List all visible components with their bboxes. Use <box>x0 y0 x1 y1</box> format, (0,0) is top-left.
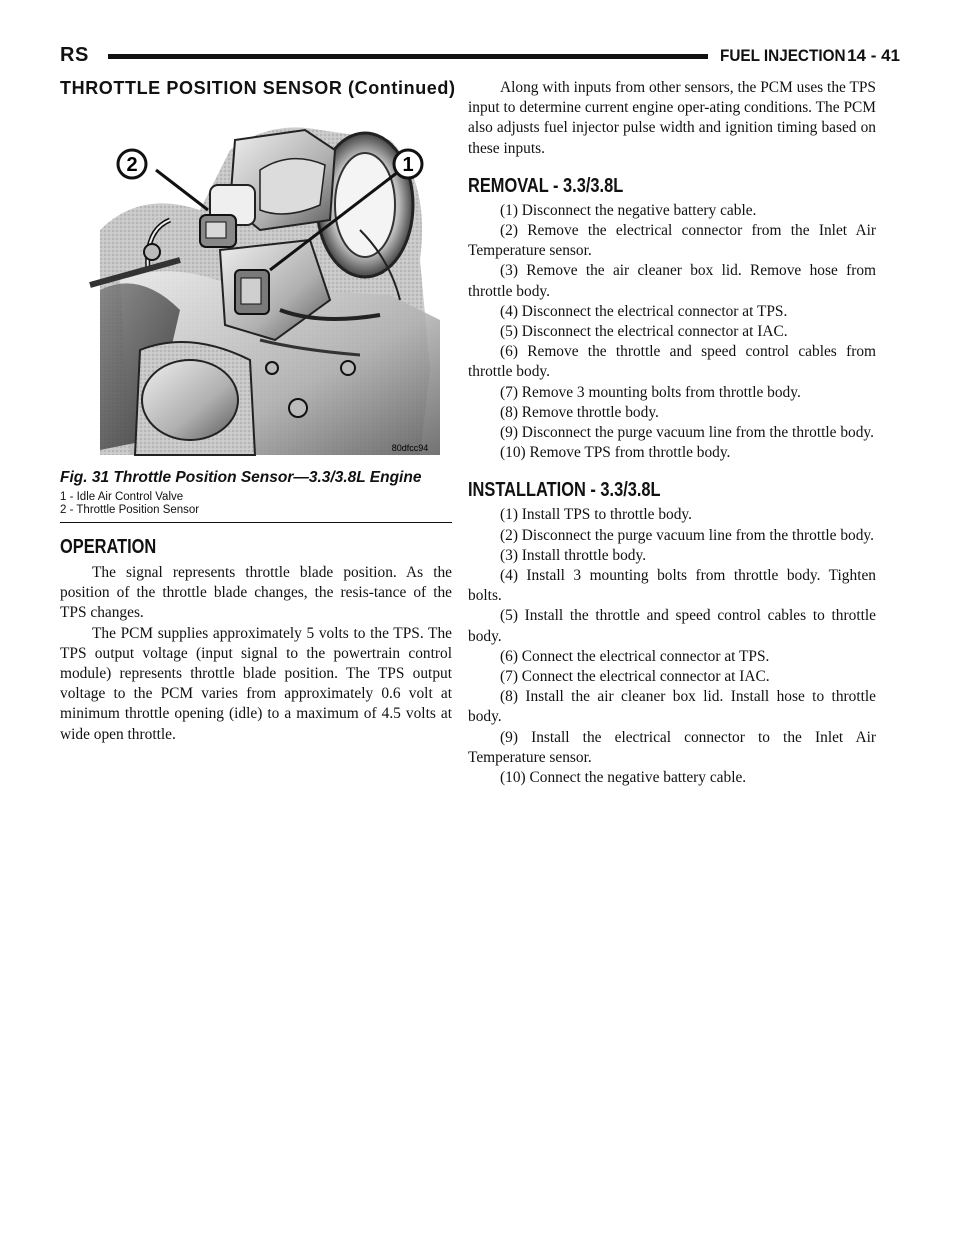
removal-steps <box>468 201 876 464</box>
left-column <box>60 110 452 745</box>
operation-heading: OPERATION <box>60 536 157 558</box>
removal-step: (6) Remove the throttle and speed control cables from throttle body. <box>468 343 876 381</box>
section-title: FUEL INJECTION <box>720 46 846 65</box>
installation-steps <box>468 505 876 788</box>
figure-caption: Fig. 31 Throttle Position Sensor—3.3/3.8L Engine <box>60 469 422 486</box>
installation-step: (6) Connect the electrical connector at TPS. <box>500 647 770 665</box>
running-title: THROTTLE POSITION SENSOR (Continued) <box>60 78 456 98</box>
figure-rule <box>60 522 452 523</box>
installation-step: (2) Disconnect the purge vacuum line from the throttle body. <box>500 526 874 544</box>
operation-paragraph: The PCM supplies approximately 5 volts to the TPS. The TPS output voltage (input signal to the powertrain control module) represents throttle blade position. The TPS output voltage to the PCM varies from approximately 0.6 volt at minimum throttle opening (idle) to a maximum of 4.5 volts at wide open throttle. <box>60 624 452 743</box>
removal-step: (3) Remove the air cleaner box lid. Remove hose from throttle body. <box>468 262 876 300</box>
figure-image-id: 80dfcc94 <box>391 443 429 453</box>
legend-item: 2 - Throttle Position Sensor <box>60 504 200 516</box>
installation-heading: INSTALLATION - 3.3/3.8L <box>468 479 661 502</box>
header-rule <box>108 54 708 59</box>
removal-step: (7) Remove 3 mounting bolts from throttle body. <box>500 383 801 401</box>
right-column <box>468 78 876 788</box>
installation-step: (4) Install 3 mounting bolts from throttle body. Tighten bolts. <box>468 567 876 605</box>
removal-step: (2) Remove the electrical connector from the Inlet Air Temperature sensor. <box>468 222 876 260</box>
removal-step: (1) Disconnect the negative battery cable. <box>500 201 757 219</box>
legend-item: 1 - Idle Air Control Valve <box>60 491 184 503</box>
removal-heading: REMOVAL - 3.3/3.8L <box>468 174 624 197</box>
engine-illustration <box>60 110 452 465</box>
intro-paragraph: Along with inputs from other sensors, the PCM uses the TPS input to determine current engine oper-ating conditions. The PCM also adjusts fuel injector pulse width and ignition timing based on these inputs. <box>468 79 876 157</box>
installation-step: (1) Install TPS to throttle body. <box>500 506 692 524</box>
removal-step: (4) Disconnect the electrical connector at TPS. <box>500 302 788 320</box>
page-number: 14 - 41 <box>847 46 900 65</box>
removal-step: (5) Disconnect the electrical connector at IAC. <box>500 323 788 341</box>
installation-step: (5) Install the throttle and speed control cables to throttle body. <box>468 607 876 645</box>
removal-step: (8) Remove throttle body. <box>500 403 659 421</box>
callout-1-number: 1 <box>402 154 414 176</box>
operation-paragraph: The signal represents throttle blade position. As the position of the throttle blade changes, the resis-tance of the TPS changes. <box>60 564 452 622</box>
figure-throttle-position-sensor <box>60 110 452 465</box>
removal-step: (9) Disconnect the purge vacuum line from the throttle body. <box>500 424 874 442</box>
manual-code: RS <box>60 44 89 66</box>
installation-step: (10) Connect the negative battery cable. <box>500 769 747 787</box>
page-header <box>60 44 900 72</box>
installation-step: (9) Install the electrical connector to the Inlet Air Temperature sensor. <box>468 728 876 766</box>
callout-2-number: 2 <box>126 154 138 176</box>
installation-step: (8) Install the air cleaner box lid. Install hose to throttle body. <box>468 688 876 726</box>
removal-step: (10) Remove TPS from throttle body. <box>500 444 731 462</box>
installation-step: (3) Install throttle body. <box>500 546 647 564</box>
installation-step: (7) Connect the electrical connector at IAC. <box>500 668 770 686</box>
